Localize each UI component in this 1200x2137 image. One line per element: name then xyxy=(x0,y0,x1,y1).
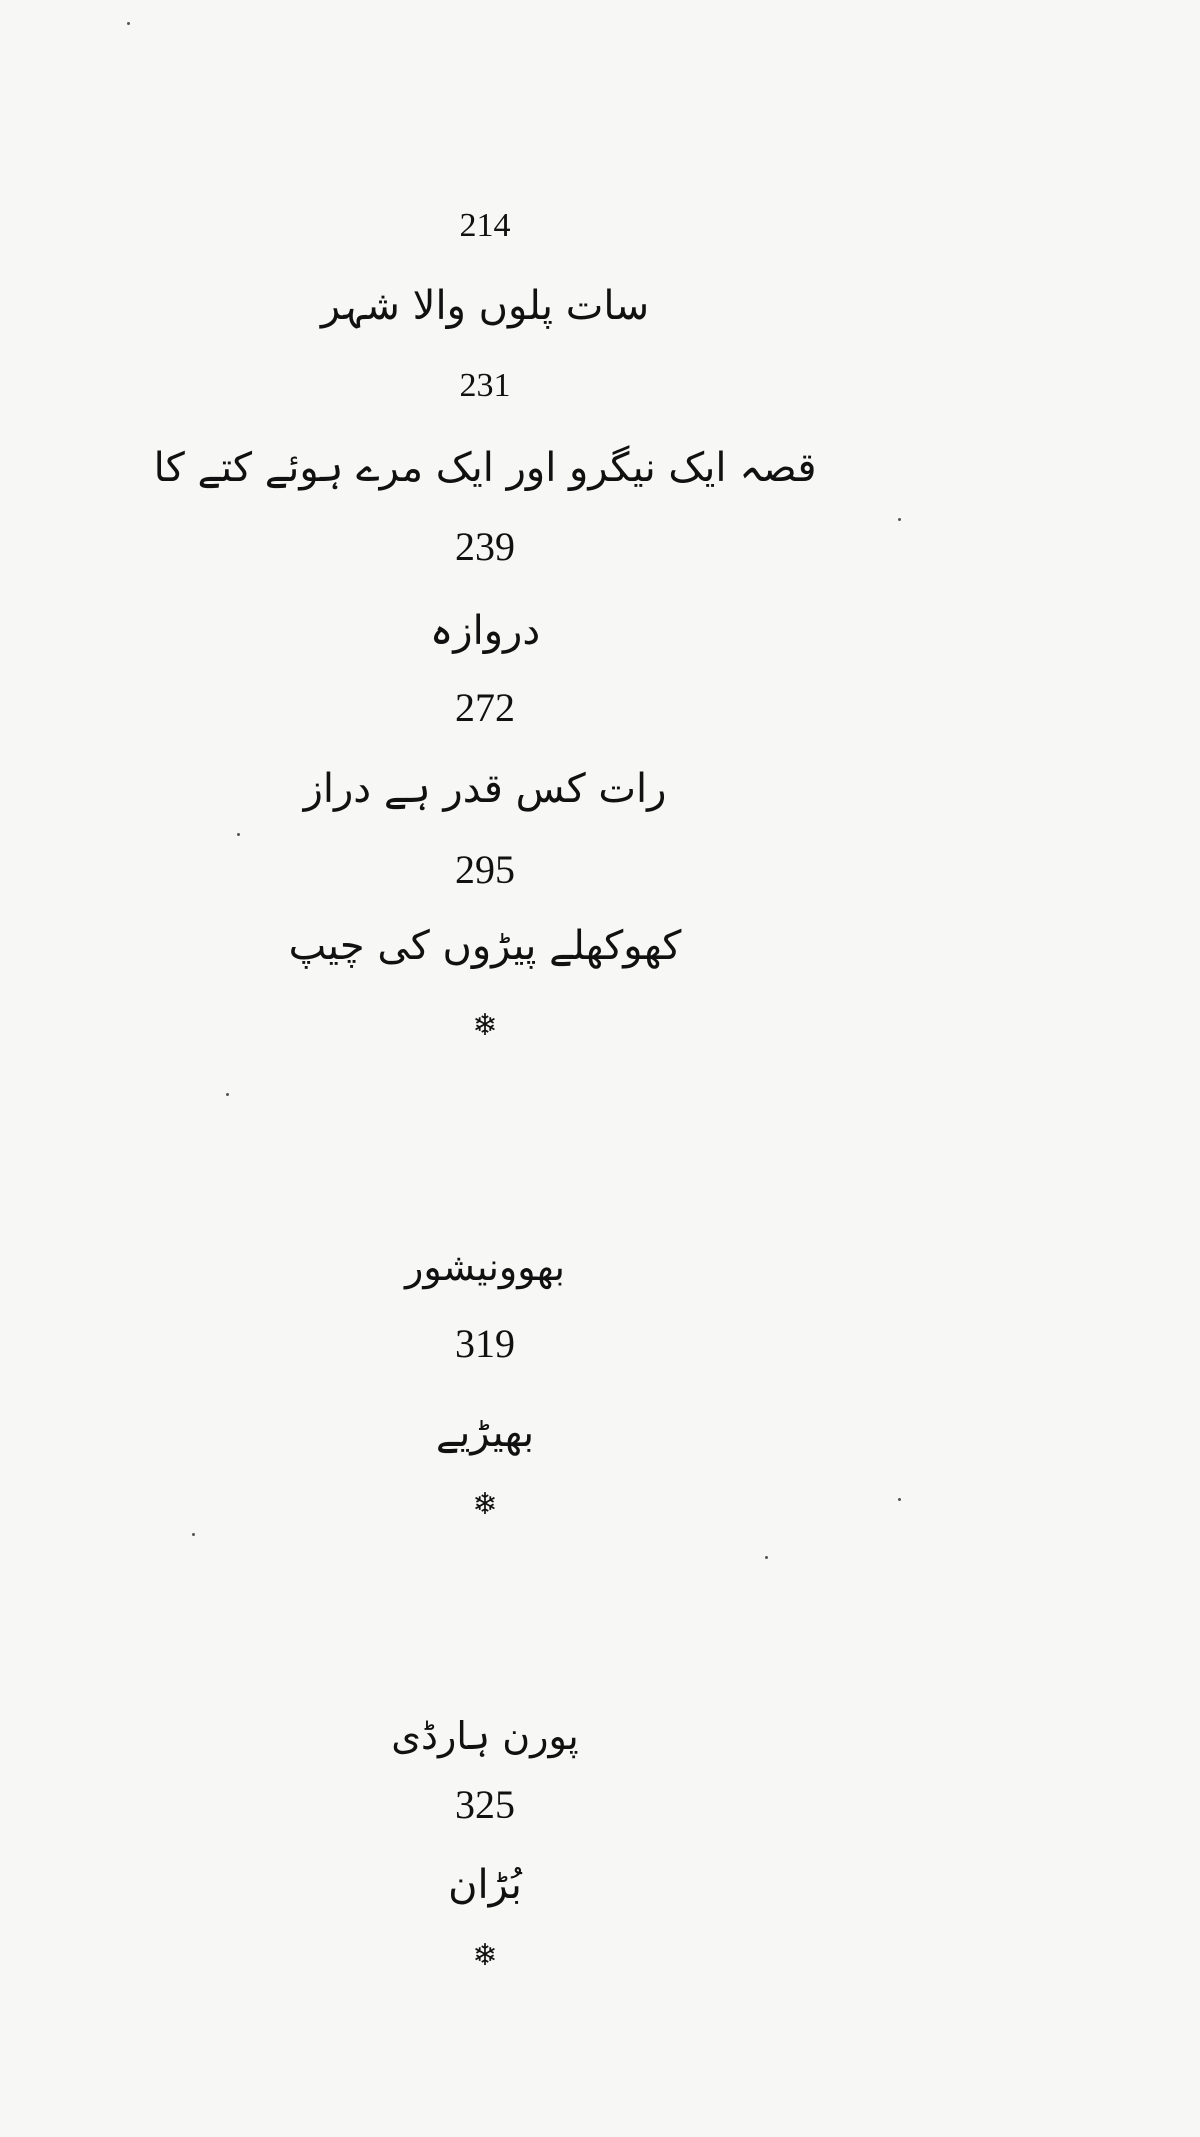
section-separator-icon: ❄ xyxy=(472,1008,498,1043)
scan-speck xyxy=(237,833,240,836)
scan-speck xyxy=(226,1093,229,1096)
story-title: رات کس قدر ہے دراز xyxy=(303,766,667,812)
story-title: سات پلوں والا شہر xyxy=(320,283,650,329)
story-title: کھوکھلے پیڑوں کی چیپ xyxy=(288,923,682,969)
story-title: قصہ ایک نیگرو اور ایک مرے ہوئے کتے کا xyxy=(153,445,817,491)
story-title: بُڑان xyxy=(448,1862,522,1908)
page-number: 231 xyxy=(459,367,511,404)
page-number: 239 xyxy=(455,524,515,569)
section-separator-icon: ❄ xyxy=(472,1487,498,1522)
scan-speck xyxy=(192,1533,195,1536)
scan-speck xyxy=(765,1556,768,1559)
section-separator-icon: ❄ xyxy=(472,1938,498,1973)
scan-speck xyxy=(898,1498,901,1501)
scan-speck xyxy=(127,22,130,25)
story-title: دروازہ xyxy=(429,608,541,654)
page-number: 272 xyxy=(455,685,515,730)
story-title: بھیڑیے xyxy=(435,1410,535,1456)
scan-speck xyxy=(898,518,901,521)
author-name: بھوونیشور xyxy=(405,1245,565,1289)
page-number: 325 xyxy=(455,1782,515,1827)
page-number: 319 xyxy=(455,1321,515,1366)
page-number: 295 xyxy=(455,847,515,892)
author-name: پورن ہارڈی xyxy=(391,1714,579,1758)
page-number: 214 xyxy=(459,207,511,244)
